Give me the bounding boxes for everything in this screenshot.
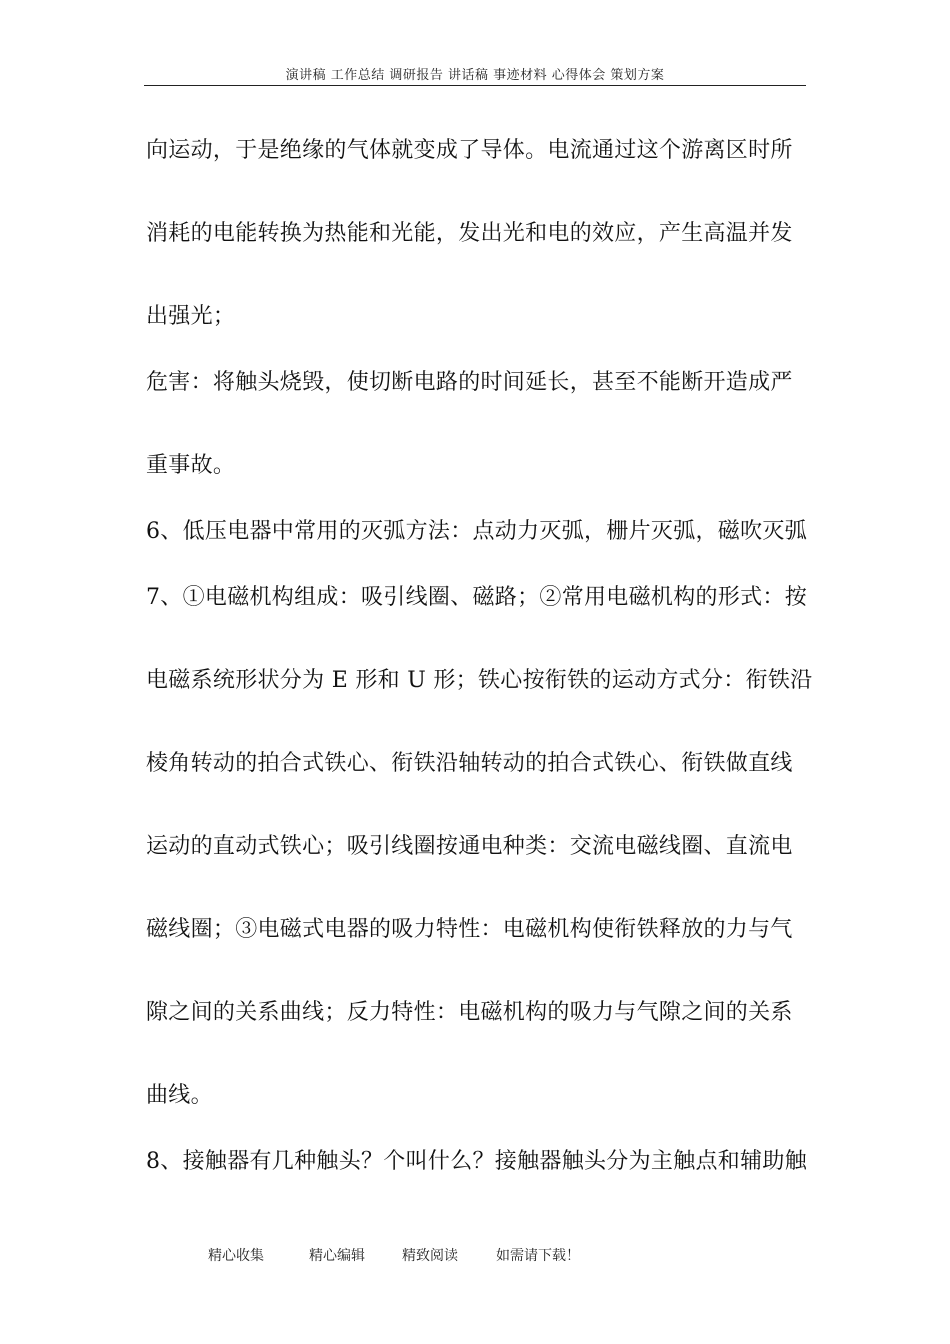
footer-item: 如需请下载！ [496, 1248, 580, 1264]
body-line: 7、①电磁机构组成：吸引线圈、磁路；②常用电磁机构的形式：按 [146, 585, 807, 610]
body-line: 磁线圈；③电磁式电器的吸力特性：电磁机构使衔铁释放的力与气 [146, 917, 793, 942]
footer-item: 精致阅读 [402, 1248, 458, 1264]
body-line: 危害：将触头烧毁，使切断电路的时间延长，甚至不能断开造成严 [146, 370, 793, 395]
page-header: 演讲稿 工作总结 调研报告 讲话稿 事迹材料 心得体会 策划方案 [285, 68, 665, 83]
body-line: 6、低压电器中常用的灭弧方法：点动力灭弧，栅片灭弧，磁吹灭弧 [146, 519, 807, 544]
body-line: 棱角转动的拍合式铁心、衔铁沿轴转动的拍合式铁心、衔铁做直线 [146, 751, 793, 776]
body-line: 重事故。 [146, 453, 236, 478]
body-line: 电磁系统形状分为 E 形和 U 形；铁心按衔铁的运动方式分：衔铁沿 [146, 668, 813, 693]
footer-item: 精心编辑 [309, 1248, 365, 1264]
body-line: 运动的直动式铁心；吸引线圈按通电种类：交流电磁线圈、直流电 [146, 834, 793, 859]
body-line: 曲线。 [146, 1083, 213, 1108]
body-line: 出强光； [146, 304, 236, 329]
body-line: 8、接触器有几种触头？个叫什么？接触器触头分为主触点和辅助触 [146, 1149, 807, 1174]
body-line: 消耗的电能转换为热能和光能，发出光和电的效应，产生高温并发 [146, 221, 793, 246]
header-divider [144, 85, 806, 86]
body-line: 隙之间的关系曲线；反力特性：电磁机构的吸力与气隙之间的关系 [146, 1000, 793, 1025]
footer-item: 精心收集 [208, 1248, 264, 1264]
body-line: 向运动，于是绝缘的气体就变成了导体。电流通过这个游离区时所 [146, 138, 793, 163]
